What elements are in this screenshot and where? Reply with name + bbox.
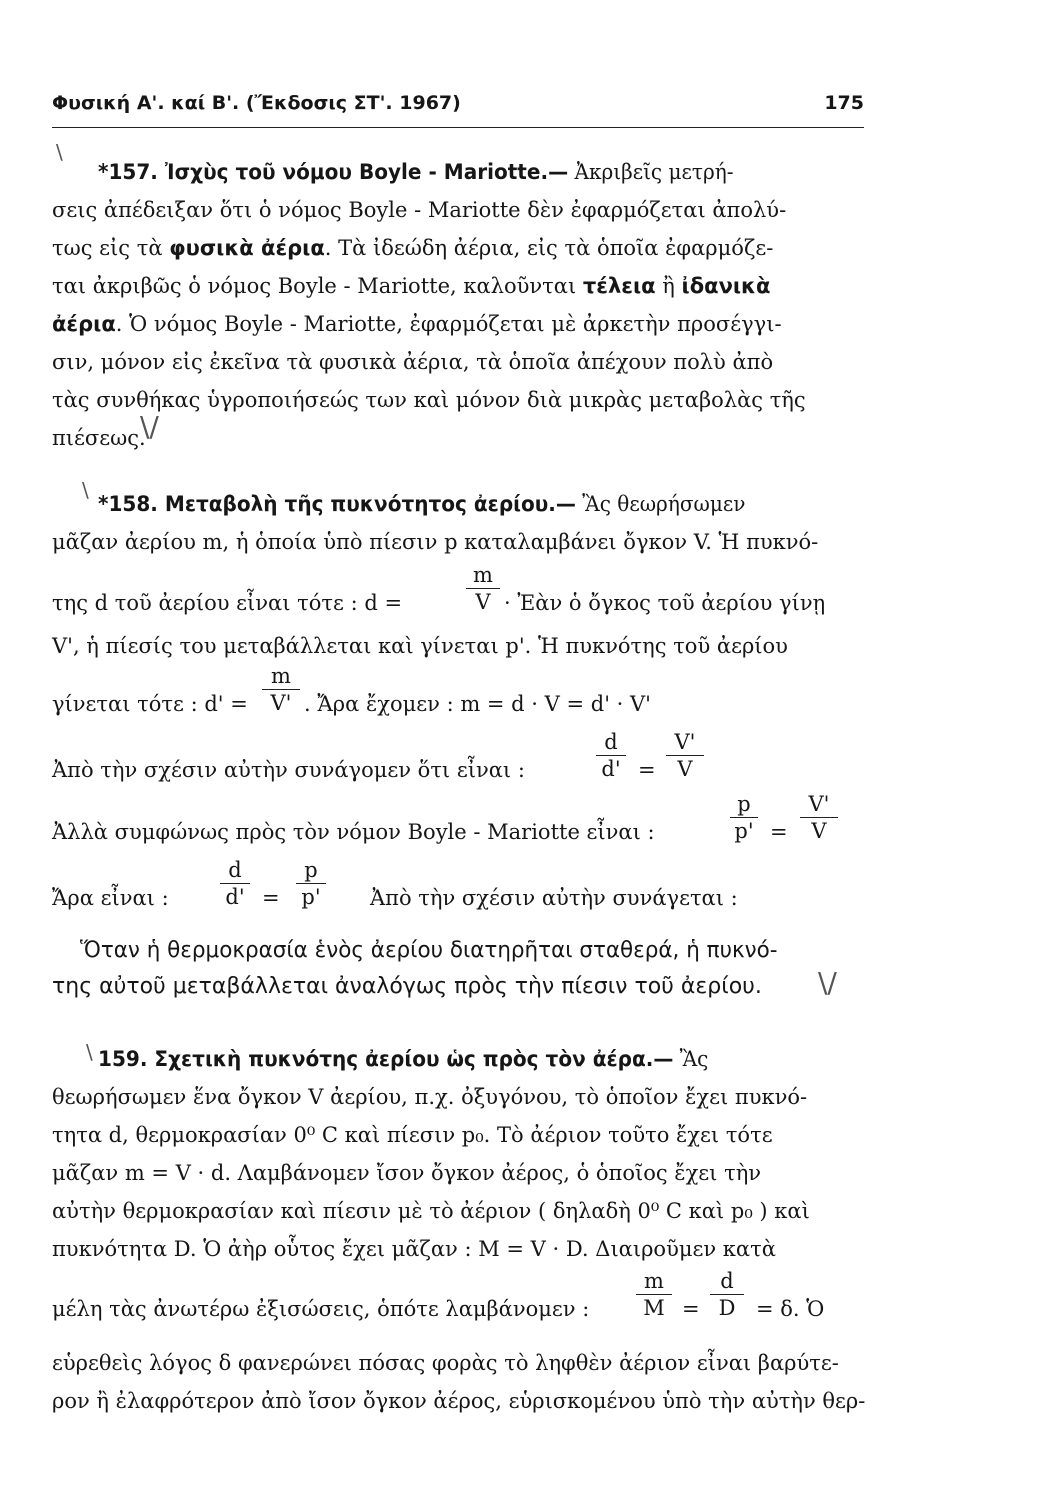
- section-158-line3b: · Ἐὰν ὁ ὄγκος τοῦ ἀερίου γίνῃ: [504, 591, 826, 615]
- section-159-line7b: = δ. Ὁ: [756, 1297, 825, 1321]
- fraction-denominator: V': [270, 691, 292, 715]
- fraction-bar: [710, 1294, 744, 1295]
- fraction-numerator: V': [674, 730, 696, 754]
- header-title: Φυσική Α'. καί Β'. (Ἔκδοσις ΣΤ'. 1967): [52, 92, 461, 114]
- equals-sign: =: [682, 1297, 700, 1321]
- fraction-denominator: D: [718, 1296, 736, 1320]
- section-159-line6: πυκνότητα D. Ὁ ἀὴρ οὗτος ἔχει μᾶζαν : M = V · D. Διαιροῦμεν κατὰ: [52, 1237, 776, 1261]
- fraction-numerator: m: [271, 664, 291, 688]
- fraction-m-over-v: [466, 563, 500, 614]
- fraction-bar: [296, 883, 326, 884]
- text-segment: . Τὰ ἰδεώδη ἀέρια, εἰς τὰ ὁποῖα ἐφαρμόζε-: [324, 236, 774, 260]
- fraction-bar: [466, 588, 500, 589]
- fraction-v-prime-over-v: [800, 792, 838, 843]
- fraction-numerator: p: [737, 792, 751, 816]
- fraction-bar: [596, 755, 626, 756]
- fraction-numerator: d: [228, 858, 242, 882]
- fraction-denominator: V: [677, 757, 693, 781]
- fraction-bar: [220, 883, 250, 884]
- section-158-line2: μᾶζαν ἀερίου m, ἡ ὁποία ὑπὸ πίεσιν p καταλαμβάνει ὄγκον V. Ἡ πυκνό-: [52, 530, 819, 554]
- pencil-mark-icon: \: [86, 1040, 93, 1064]
- fraction-bar: [800, 817, 838, 818]
- section-159-line2: θεωρήσωμεν ἕνα ὄγκον V ἀερίου, π.χ. ὀξυγόνου, τὸ ὁποῖον ἔχει πυκνό-: [52, 1085, 808, 1109]
- equals-sign: =: [770, 820, 788, 844]
- fraction-denominator: d': [225, 885, 245, 909]
- section-157-line7: τὰς συνθήκας ὑγροποιήσεώς των καὶ μόνον διὰ μικρὰς μεταβολὰς τῆς: [52, 388, 806, 412]
- fraction-numerator: m: [644, 1269, 664, 1293]
- term-gases: ἀέρια: [52, 312, 116, 336]
- section-159-heading: 159. Σχετικὴ πυκνότης ἀερίου ὡς πρὸς τὸν ἀέρα.—: [98, 1047, 674, 1071]
- section-157-heading-line: [98, 157, 880, 187]
- section-157-line8: πιέσεως.: [52, 426, 146, 450]
- pencil-check-icon: \/: [818, 966, 837, 999]
- text-segment: τως εἰς τὰ: [52, 236, 163, 260]
- section-157-line1: Ἀκριβεῖς μετρή-: [574, 160, 734, 184]
- fraction-numerator: d: [720, 1269, 734, 1293]
- text-segment: ἢ: [662, 274, 675, 298]
- section-157-heading: *157. Ἰσχὺς τοῦ νόμου Boyle - Mariotte.—: [98, 160, 569, 184]
- section-158-line6a: Ἀπὸ τὴν σχέσιν αὐτὴν συνάγομεν ὅτι εἶναι :: [52, 758, 525, 782]
- conclusion-line1: Ὅταν ἡ θερμοκρασία ἑνὸς ἀερίου διατηρῆται σταθερά, ἡ πυκνό-: [80, 938, 778, 963]
- section-159-line8: εὑρεθεὶς λόγος δ φανερώνει πόσας φορὰς τὸ ληφθὲν ἀέριον εἶναι βαρύτε-: [52, 1351, 839, 1375]
- section-159-line4: μᾶζαν m = V · d. Λαμβάνομεν ἴσον ὄγκον ἀέρος, ὁ ὁποῖος ἔχει τὴν: [52, 1161, 762, 1185]
- pencil-mark-icon: \: [82, 478, 89, 502]
- section-158-line1: Ἂς θεωρήσωμεν: [582, 492, 746, 516]
- page-number: 175: [824, 92, 864, 114]
- section-159-line5: αὐτὴν θερμοκρασίαν καὶ πίεσιν μὲ τὸ ἀέριον ( δηλαδὴ 0⁰ C καὶ p₀ ) καὶ: [52, 1199, 810, 1223]
- fraction-numerator: V': [808, 792, 830, 816]
- fraction-d-over-big-d: [710, 1269, 744, 1320]
- fraction-m-over-big-m: [636, 1269, 672, 1320]
- equals-sign: =: [262, 886, 280, 910]
- fraction-p-over-p-prime: [730, 792, 758, 843]
- fraction-denominator: M: [643, 1296, 665, 1320]
- term-perfect: τέλεια: [582, 274, 656, 298]
- fraction-d-over-d-prime: [220, 858, 250, 909]
- section-159-heading-line: [98, 1044, 880, 1074]
- section-159-line1: Ἂς: [679, 1047, 709, 1071]
- fraction-denominator: V: [811, 819, 827, 843]
- fraction-denominator: p': [301, 885, 321, 909]
- header-rule: [52, 127, 864, 128]
- section-157-line2: σεις ἀπέδειξαν ὅτι ὁ νόμος Boyle - Mariotte δὲν ἐφαρμόζεται ἀπολύ-: [52, 198, 787, 222]
- fraction-v-prime-over-v: [666, 730, 704, 781]
- fraction-d-over-d-prime: [596, 730, 626, 781]
- text-segment: ται ἀκριβῶς ὁ νόμος Boyle - Mariotte, καλοῦνται: [52, 274, 577, 298]
- section-159-line7a: μέλη τὰς ἀνωτέρω ἐξισώσεις, ὁπότε λαμβάνομεν :: [52, 1297, 590, 1321]
- fraction-bar: [262, 689, 300, 690]
- fraction-numerator: m: [473, 563, 493, 587]
- fraction-denominator: V: [475, 590, 491, 614]
- pencil-mark-icon: \: [56, 140, 63, 164]
- section-158-line8b: Ἀπὸ τὴν σχέσιν αὐτὴν συνάγεται :: [370, 886, 738, 910]
- fraction-p-over-p-prime: [296, 858, 326, 909]
- section-157-line4: [52, 271, 872, 301]
- pencil-check-icon: \/: [140, 410, 159, 443]
- fraction-bar: [636, 1294, 672, 1295]
- section-158-line5b: . Ἄρα ἔχομεν : m = d · V = d' · V': [304, 692, 651, 716]
- term-natural-gases: φυσικὰ ἀέρια: [169, 236, 325, 260]
- section-158-line5a: γίνεται τότε : d' =: [52, 692, 248, 716]
- section-158-line3a: της d τοῦ ἀερίου εἶναι τότε : d =: [52, 591, 403, 615]
- fraction-denominator: p': [734, 819, 754, 843]
- text-segment: . Ὁ νόμος Boyle - Mariotte, ἐφαρμόζεται μὲ ἀρκετὴν προσέγγι-: [115, 312, 782, 336]
- section-158-heading-line: [98, 489, 880, 519]
- section-157-line3: [52, 233, 872, 263]
- section-158-heading: *158. Μεταβολὴ τῆς πυκνότητος ἀερίου.—: [98, 492, 576, 516]
- fraction-bar: [666, 755, 704, 756]
- fraction-denominator: d': [601, 757, 621, 781]
- section-158-line4: V', ἡ πίεσίς του μεταβάλλεται καὶ γίνεται p'. Ἡ πυκνότης τοῦ ἀερίου: [52, 634, 788, 658]
- section-159-line3: τητα d, θερμοκρασίαν 0⁰ C καὶ πίεσιν p₀. Τὸ ἀέριον τοῦτο ἔχει τότε: [52, 1123, 773, 1147]
- fraction-m-over-v-prime: [262, 664, 300, 715]
- fraction-numerator: p: [304, 858, 318, 882]
- equals-sign: =: [638, 758, 656, 782]
- section-157-line5: [52, 309, 872, 339]
- fraction-numerator: d: [604, 730, 618, 754]
- section-158-line8a: Ἄρα εἶναι :: [52, 886, 169, 910]
- term-ideal: ἰδανικὰ: [681, 274, 771, 298]
- section-157-line6: σιν, μόνον εἰς ἐκεῖνα τὰ φυσικὰ ἀέρια, τὰ ὁποῖα ἀπέχουν πολὺ ἀπὸ: [52, 350, 774, 374]
- fraction-bar: [730, 817, 758, 818]
- section-158-line7a: Ἀλλὰ συμφώνως πρὸς τὸν νόμον Boyle - Mariotte εἶναι :: [52, 820, 655, 844]
- conclusion-line2: της αὐτοῦ μεταβάλλεται ἀναλόγως πρὸς τὴν πίεσιν τοῦ ἀερίου.: [52, 974, 762, 999]
- running-header: [52, 92, 864, 122]
- section-159-line9: ρον ἢ ἐλαφρότερον ἀπὸ ἴσον ὄγκον ἀέρος, εὑρισκομένου ὑπὸ τὴν αὐτὴν θερ-: [52, 1389, 866, 1413]
